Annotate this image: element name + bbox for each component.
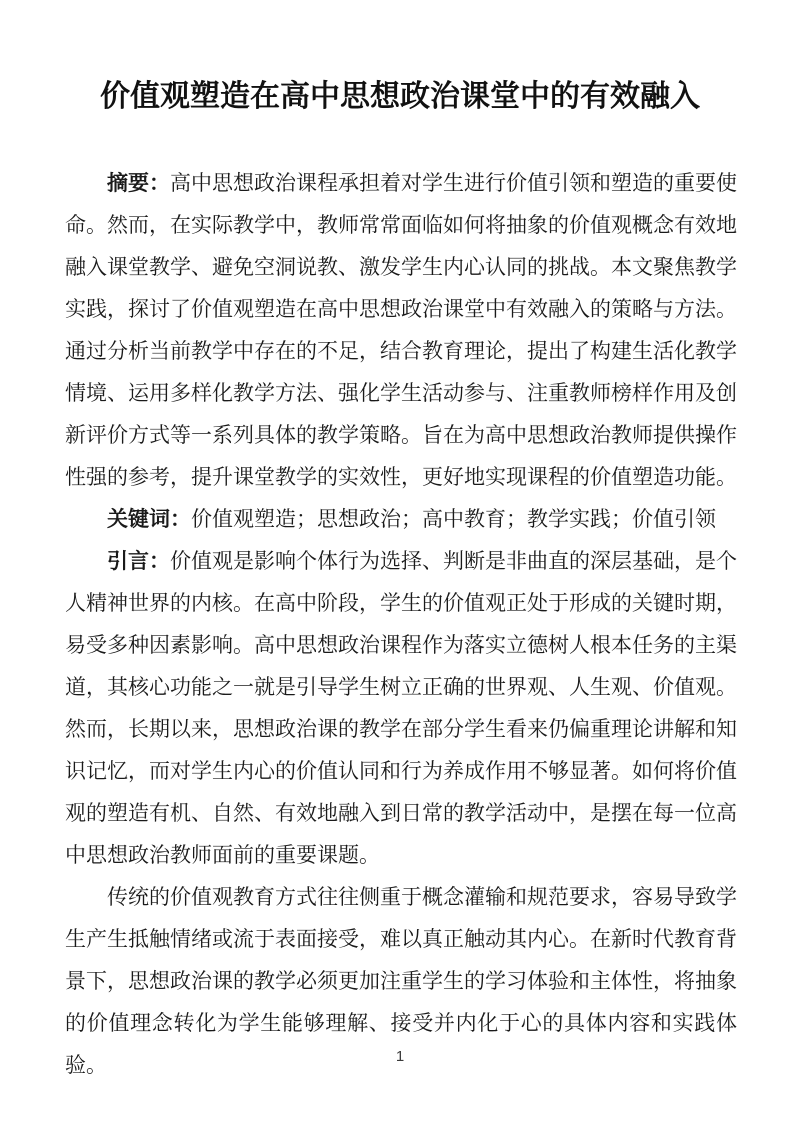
keywords-text: 价值观塑造；思想政治；高中教育；教学实践；价值引领 (191, 508, 716, 531)
abstract-label: 摘要： (107, 172, 170, 195)
paragraph-keywords (65, 499, 737, 541)
body-paragraph-text: 传统的价值观教育方式往往侧重于概念灌输和规范要求，容易导致学生产生抵触情绪或流于表面接受，难以真正触动其内心。在新时代教育背景下，思想政治课的教学必须更加注重学生的学习体验和主体性，将抽象的价值理念转化为学生能够理解、接受并内化于心的具体内容和实践体验。 (65, 886, 737, 1077)
page-number: 1 (395, 1048, 405, 1065)
abstract-text: 高中思想政治课程承担着对学生进行价值引领和塑造的重要使命。然而，在实际教学中，教师常常面临如何将抽象的价值观概念有效地融入课堂教学、避免空洞说教、激发学生内心认同的挑战。本文聚焦教学实践，探讨了价值观塑造在高中思想政治课堂中有效融入的策略与方法。通过分析当前教学中存在的不足，结合教育理论，提出了构建生活化教学情境、运用多样化教学方法、强化学生活动参与、注重教师榜样作用及创新评价方式等一系列具体的教学策略。旨在为高中思想政治教师提供操作性强的参考，提升课堂教学的实效性，更好地实现课程的价值塑造功能。 (65, 172, 737, 489)
keywords-label: 关键词： (107, 508, 191, 531)
document-body (65, 163, 737, 1087)
paragraph-abstract (65, 163, 737, 499)
paragraph-introduction (65, 541, 737, 877)
introduction-text: 价值观是影响个体行为选择、判断是非曲直的深层基础，是个人精神世界的内核。在高中阶段，学生的价值观正处于形成的关键时期，易受多种因素影响。高中思想政治课程作为落实立德树人根本任务的主渠道，其核心功能之一就是引导学生树立正确的世界观、人生观、价值观。然而，长期以来，思想政治课的教学在部分学生看来仍偏重理论讲解和知识记忆，而对学生内心的价值认同和行为养成作用不够显著。如何将价值观的塑造有机、自然、有效地融入到日常的教学活动中，是摆在每一位高中思想政治教师面前的重要课题。 (65, 550, 737, 867)
document-title: 价值观塑造在高中思想政治课堂中的有效融入 (100, 80, 700, 113)
introduction-label: 引言： (107, 550, 170, 573)
